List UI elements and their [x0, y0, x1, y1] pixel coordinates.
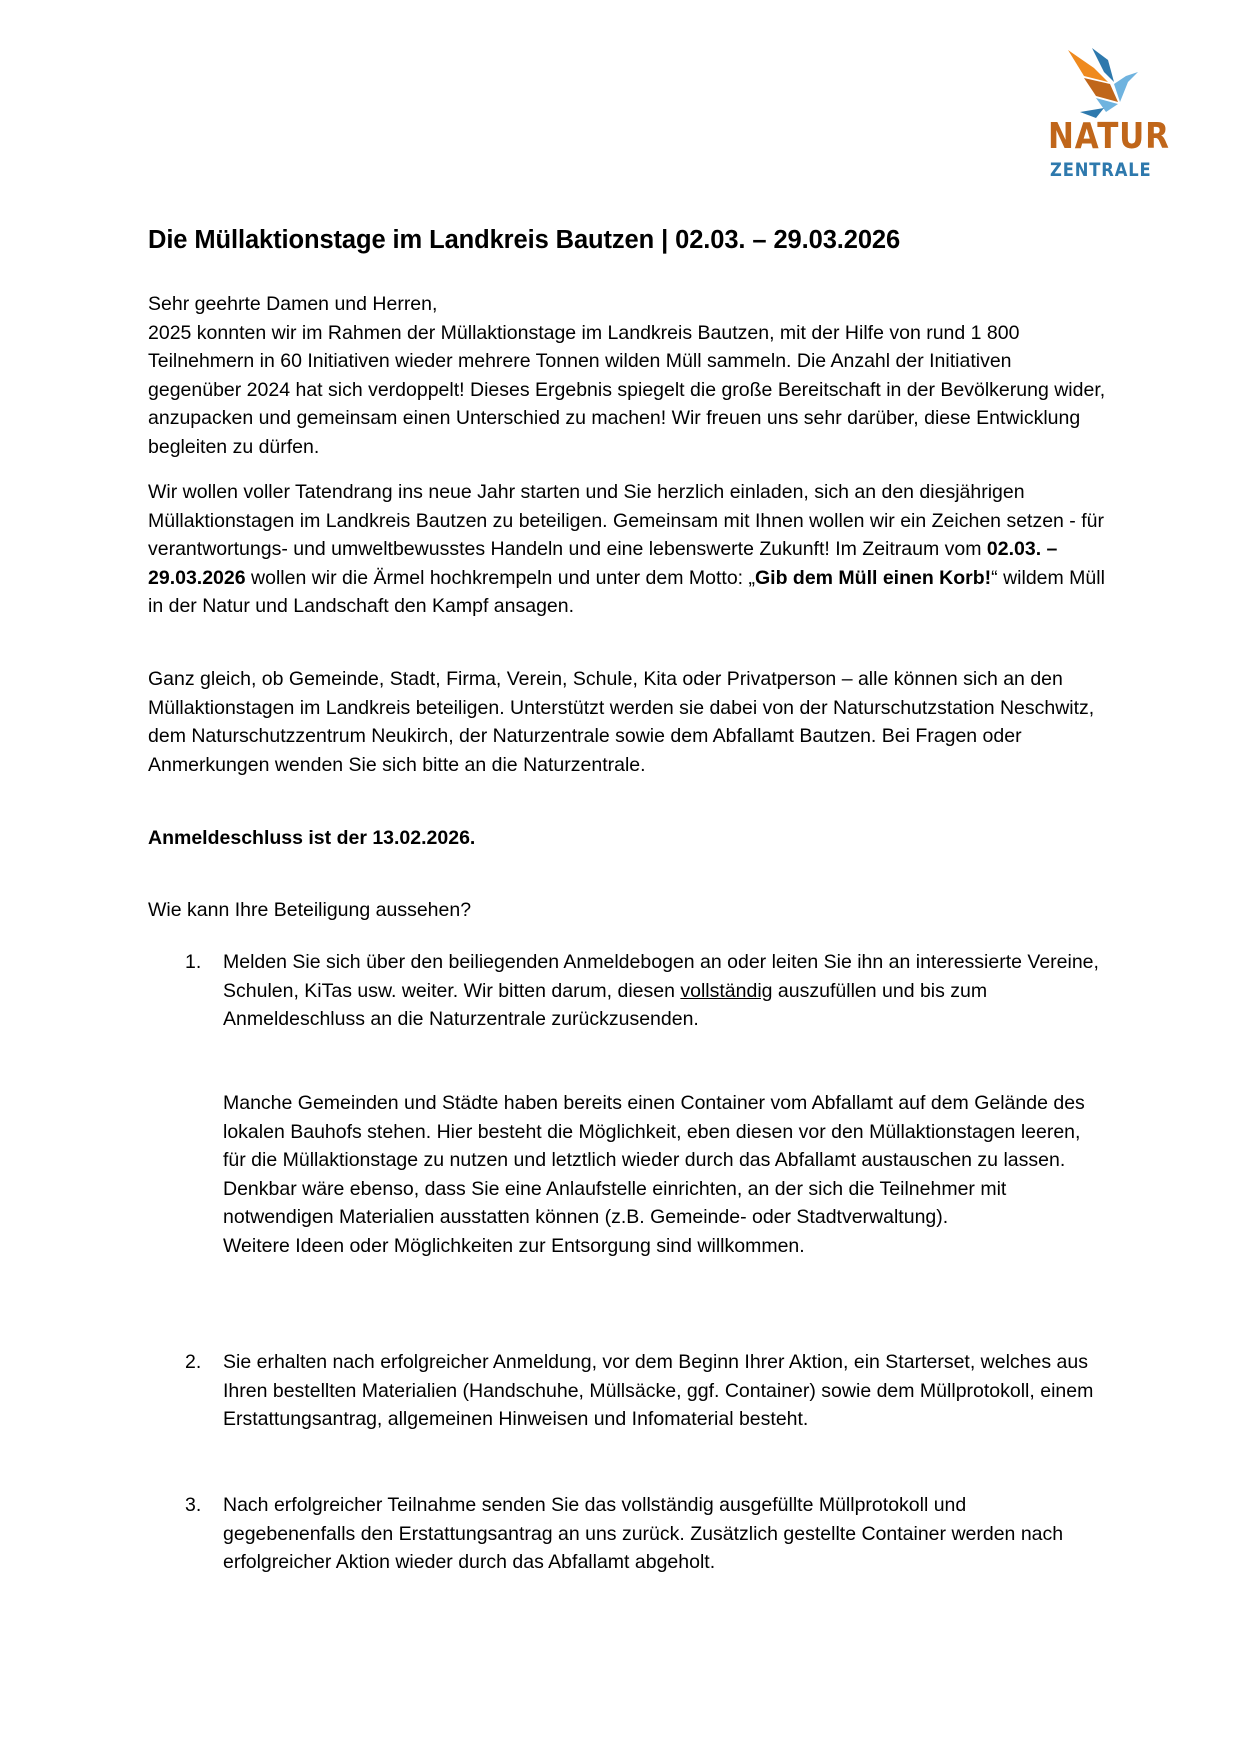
step-text: Nach erfolgreicher Teilnahme senden Sie das vollständig ausgefüllte Müllprotokoll und gegebenenfalls den Erstattungsantrag an uns zurück. Zusätzlich gestellte Container werden nach erfolgreicher Aktion wieder durch das Abfallamt abgeholt. — [223, 1494, 1064, 1574]
document-title: Die Müllaktionstage im Landkreis Bautzen | 02.03. – 29.03.2026 — [148, 226, 901, 254]
invitation-text-3: “ wildem Müll in der Natur und Landschaft den Kampf ansagen. — [148, 566, 1105, 618]
ideas-note: Weitere Ideen oder Möglichkeiten zur Entsorgung sind willkommen. — [223, 1234, 805, 1257]
event-dates: 02.03. – 29.03.2026 — [148, 538, 1058, 589]
step-1-details — [223, 1089, 1103, 1261]
registration-deadline: Anmeldeschluss ist der 13.02.2026. — [148, 827, 476, 849]
step-number: 1. — [185, 951, 202, 973]
participation-question: Wie kann Ihre Beteiligung aussehen? — [148, 899, 472, 921]
invitation-text-2: wollen wir die Ärmel hochkrempeln und unter dem Motto: „ — [245, 566, 755, 589]
step-text: Sie erhalten nach erfolgreicher Anmeldung, vor dem Beginn Ihrer Aktion, ein Starterset, welches aus Ihren bestellten Materialien (Handschuhe, Müllsäcke, ggf. Container) sowie dem Müllprotokoll, einem Erstattungsantrag, allgemeinen Hinweisen und Infomaterial besteht. — [223, 1351, 1094, 1431]
naturzentrale-logo — [1048, 46, 1168, 186]
paragraph-participants: Ganz gleich, ob Gemeinde, Stadt, Firma, Verein, Schule, Kita oder Privatperson – alle können sich an den Müllaktionstagen im Landkreis beteiligen. Unterstützt werden sie dabei von der Naturschutzstation Neschwitz, dem Naturschutzzentrum Neukirch, der Naturzentrale sowie dem Abfallamt Bautzen. Bei Fragen oder Anmerkungen wenden Sie sich bitte an die Naturzentrale. — [148, 668, 1095, 776]
paragraph-results: 2025 konnten wir im Rahmen der Müllaktionstage im Landkreis Bautzen, mit der Hilfe von rund 1 800 Teilnehmern in 60 Initiativen wieder mehrere Tonnen wilden Müll sammeln. Die Anzahl der Initiativen gegenüber 2024 hat sich verdoppelt! Dieses Ergebnis spiegelt die große Bereitschaft in der Bevölkerung wider, anzupacken und gemeinsam einen Unterschied zu machen! Wir freuen uns sehr darüber, diese Entwicklung begleiten zu dürfen. — [148, 321, 1106, 458]
logo-text-natur: NATUR — [1048, 116, 1170, 157]
underlined-word: vollständig — [680, 979, 773, 1002]
logo-text-zentrale: ZENTRALE — [1050, 159, 1152, 181]
contact-point-note: Denkbar wäre ebenso, dass Sie eine Anlaufstelle einrichten, an der sich die Teilnehmer mit notwendigen Materialien ausstatten können (z.B. Gemeinde- oder Stadtverwaltung). — [223, 1177, 1007, 1229]
container-note: Manche Gemeinden und Städte haben bereits einen Container vom Abfallamt auf dem Gelände des lokalen Bauhofs stehen. Hier besteht die Möglichkeit, eben diesen vor den Müllaktionstagen leeren, für die Müllaktionstage zu nutzen und letztlich wieder durch das Abfallamt austauschen zu lassen. — [223, 1092, 1085, 1172]
step-text: Melden Sie sich über den beiliegenden Anmeldebogen an oder leiten Sie ihn an interessierte Vereine, Schulen, KiTas usw. weiter. Wir bitten darum, diesen — [223, 951, 1099, 1002]
intro-paragraph — [148, 290, 1108, 462]
step-number: 3. — [185, 1494, 202, 1516]
motto: Gib dem Müll einen Korb! — [755, 566, 992, 589]
salutation: Sehr geehrte Damen und Herren, — [148, 293, 438, 315]
step-number: 2. — [185, 1351, 202, 1373]
bird-icon — [1066, 46, 1146, 118]
paragraph-invitation — [148, 478, 1108, 621]
step-text-continued: auszufüllen und bis zum Anmeldeschluss an die Naturzentrale zurückzusenden. — [223, 979, 988, 1031]
invitation-text-1: Wir wollen voller Tatendrang ins neue Jahr starten und Sie herzlich einladen, sich an den diesjährigen Müllaktionstagen im Landkreis Bautzen zu beteiligen. Gemeinsam mit Ihnen wollen wir ein Zeichen setzen - für verantwortungs- und umweltbewusstes Handeln und eine lebenswerte Zukunft! Im Zeitraum vom — [148, 481, 1104, 561]
